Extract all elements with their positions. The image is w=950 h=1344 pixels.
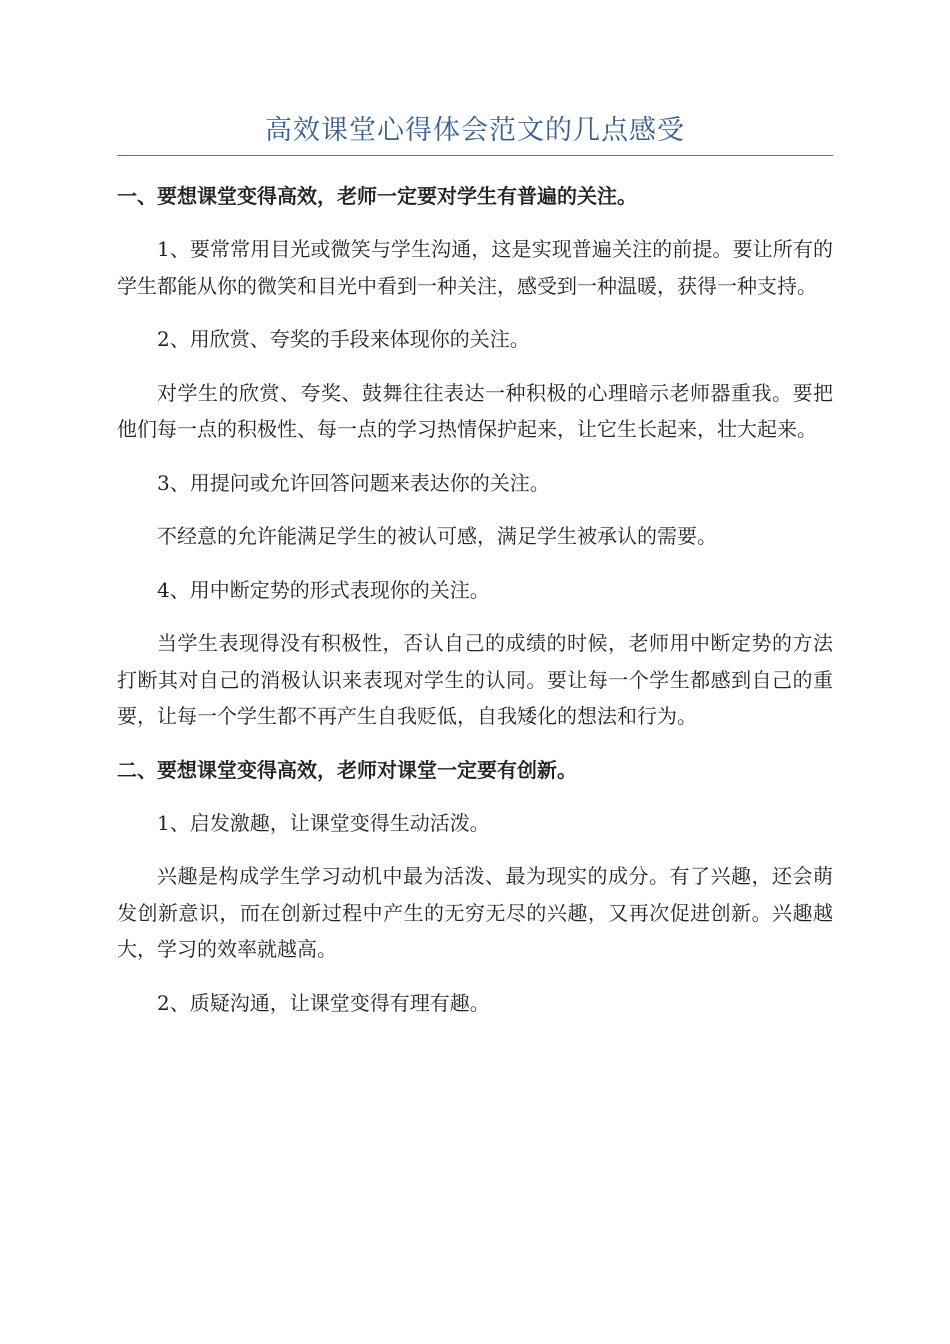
section-heading-2: 二、要想课堂变得高效，老师对课堂一定要有创新。	[117, 757, 577, 782]
paragraph: 对学生的欣赏、夸奖、鼓舞往往表达一种积极的心理暗示老师器重我。要把他们每一点的积极性、每一点的学习热情保护起来，让它生长起来，壮大起来。	[117, 380, 833, 441]
paragraph: 1、启发激趣，让课堂变得生动活泼。	[157, 810, 490, 835]
document-title: 高效课堂心得体会范文的几点感受	[117, 108, 833, 156]
paragraph: 不经意的允许能满足学生的被认可感，满足学生被承认的需要。	[157, 524, 717, 548]
paragraph: 兴趣是构成学生学习动机中最为活泼、最为现实的成分。有了兴趣，还会萌发创新意识，而在创新过程中产生的无穷无尽的兴趣，又再次促进创新。兴趣越大，学习的效率就越高。	[117, 864, 833, 961]
paragraph: 2、质疑沟通，让课堂变得有理有趣。	[157, 990, 490, 1015]
paragraph: 2、用欣赏、夸奖的手段来体现你的关注。	[157, 327, 530, 351]
paragraph: 1、要常常用目光或微笑与学生沟通，这是实现普遍关注的前提。要让所有的学生都能从你的微笑和目光中看到一种关注，感受到一种温暖，获得一种支持。	[117, 237, 833, 298]
paragraph: 3、用提问或允许回答问题来表达你的关注。	[157, 470, 550, 495]
paragraph: 4、用中断定势的形式表现你的关注。	[157, 577, 490, 602]
document-page	[117, 108, 833, 1038]
paragraph: 当学生表现得没有积极性，否认自己的成绩的时候，老师用中断定势的方法打断其对自己的消极认识来表现对学生的认同。要让每一个学生都感到自己的重要，让每一个学生都不再产生自我贬低，自我矮化的想法和行为。	[117, 631, 833, 728]
section-heading-1: 一、要想课堂变得高效，老师一定要对学生有普遍的关注。	[117, 184, 637, 208]
